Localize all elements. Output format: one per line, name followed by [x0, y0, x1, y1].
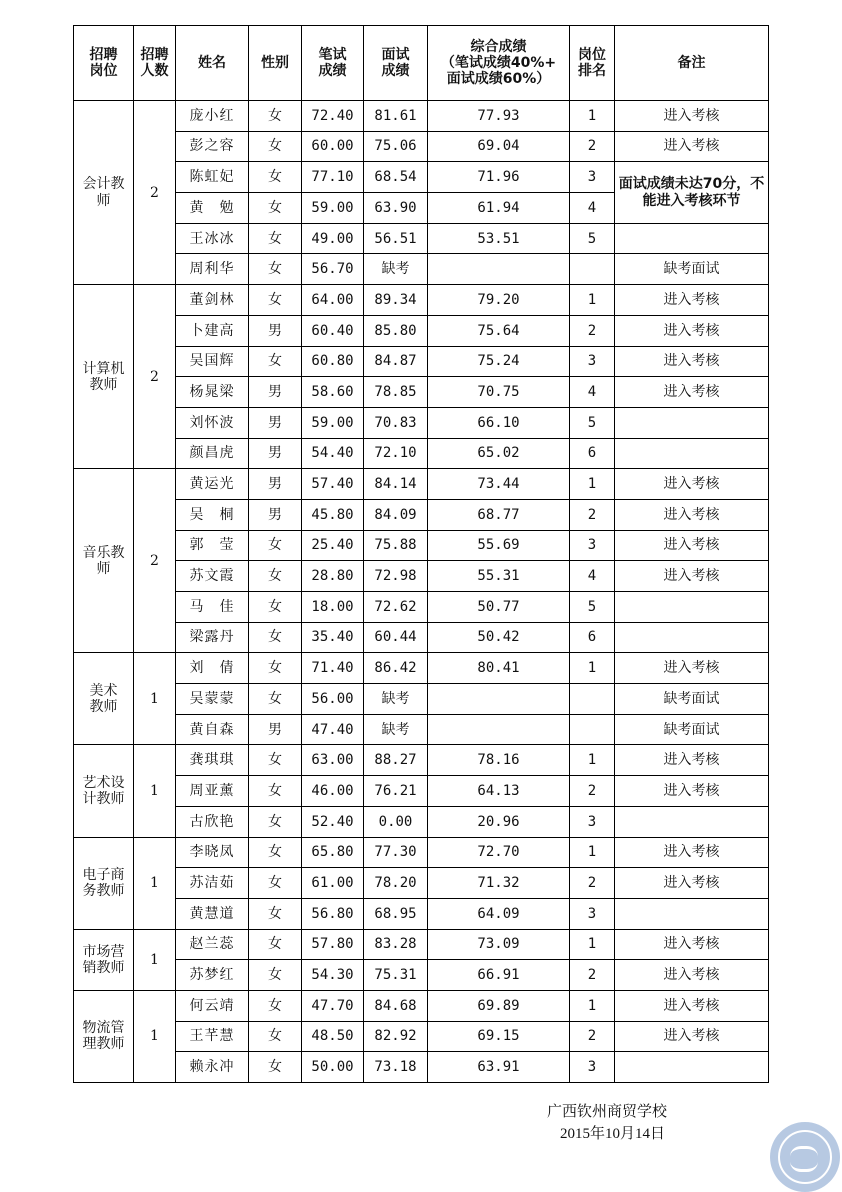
table-row [74, 1021, 769, 1052]
rank-cell: 2 [570, 868, 615, 899]
interview-score-cell: 缺考 [364, 684, 428, 715]
interview-score-cell: 78.85 [364, 377, 428, 408]
table-row [74, 469, 769, 500]
written-score-cell: 50.00 [302, 1052, 364, 1083]
rank-cell: 6 [570, 622, 615, 653]
position-cell: 计算机 教师 [74, 285, 134, 469]
interview-score-cell: 77.30 [364, 837, 428, 868]
rank-cell: 2 [570, 1021, 615, 1052]
note-cell: 面试成绩未达70分，不能进入考核环节 [615, 162, 769, 223]
written-score-cell: 72.40 [302, 101, 364, 132]
combined-score-cell: 79.20 [428, 285, 570, 316]
name-cell: 颜昌虎 [176, 438, 249, 469]
table-row [74, 377, 769, 408]
written-score-cell: 47.40 [302, 714, 364, 745]
name-cell: 何云靖 [176, 990, 249, 1021]
interview-score-cell: 89.34 [364, 285, 428, 316]
gender-cell: 女 [249, 806, 302, 837]
rank-cell: 1 [570, 101, 615, 132]
combined-score-cell: 70.75 [428, 377, 570, 408]
interview-score-cell: 68.95 [364, 898, 428, 929]
header-position: 招聘 岗位 [74, 26, 134, 101]
position-cell: 会计教 师 [74, 101, 134, 285]
combined-score-cell: 64.13 [428, 776, 570, 807]
name-cell: 刘 倩 [176, 653, 249, 684]
name-cell: 黄 勉 [176, 193, 249, 224]
name-cell: 马 佳 [176, 592, 249, 623]
gender-cell: 女 [249, 653, 302, 684]
name-cell: 卜建高 [176, 315, 249, 346]
combined-score-cell: 73.44 [428, 469, 570, 500]
gender-cell: 女 [249, 193, 302, 224]
table-row [74, 223, 769, 254]
note-cell: 进入考核 [615, 499, 769, 530]
interview-score-cell: 86.42 [364, 653, 428, 684]
rank-cell: 4 [570, 377, 615, 408]
table-row [74, 315, 769, 346]
written-score-cell: 65.80 [302, 837, 364, 868]
gender-cell: 女 [249, 1021, 302, 1052]
count-cell: 1 [134, 745, 176, 837]
table-row [74, 346, 769, 377]
combined-score-cell: 69.89 [428, 990, 570, 1021]
count-cell: 1 [134, 653, 176, 745]
combined-score-cell: 50.42 [428, 622, 570, 653]
gender-cell: 男 [249, 438, 302, 469]
position-cell: 艺术设 计教师 [74, 745, 134, 837]
written-score-cell: 25.40 [302, 530, 364, 561]
interview-score-cell: 72.62 [364, 592, 428, 623]
position-cell: 电子商 务教师 [74, 837, 134, 929]
interview-score-cell: 76.21 [364, 776, 428, 807]
written-score-cell: 54.40 [302, 438, 364, 469]
written-score-cell: 54.30 [302, 960, 364, 991]
table-row [74, 162, 769, 193]
note-cell: 进入考核 [615, 929, 769, 960]
name-cell: 苏文霞 [176, 561, 249, 592]
count-cell: 1 [134, 929, 176, 990]
interview-score-cell: 75.88 [364, 530, 428, 561]
note-cell: 进入考核 [615, 776, 769, 807]
rank-cell: 3 [570, 162, 615, 193]
interview-score-cell: 78.20 [364, 868, 428, 899]
rank-cell: 1 [570, 745, 615, 776]
written-score-cell: 71.40 [302, 653, 364, 684]
header-rank: 岗位 排名 [570, 26, 615, 101]
rank-cell: 4 [570, 561, 615, 592]
name-cell: 吴蒙蒙 [176, 684, 249, 715]
interview-score-cell: 82.92 [364, 1021, 428, 1052]
note-cell [615, 592, 769, 623]
rank-cell [570, 714, 615, 745]
note-cell: 缺考面试 [615, 684, 769, 715]
table-row [74, 806, 769, 837]
combined-score-cell: 68.77 [428, 499, 570, 530]
school-name: 广西钦州商贸学校 [547, 1104, 668, 1120]
header-note: 备注 [615, 26, 769, 101]
interview-score-cell: 60.44 [364, 622, 428, 653]
position-cell: 音乐教 师 [74, 469, 134, 653]
interview-score-cell: 70.83 [364, 407, 428, 438]
note-cell: 进入考核 [615, 346, 769, 377]
rank-cell: 2 [570, 131, 615, 162]
rank-cell: 6 [570, 438, 615, 469]
interview-score-cell: 缺考 [364, 254, 428, 285]
combined-score-cell: 66.91 [428, 960, 570, 991]
position-cell: 物流管 理教师 [74, 990, 134, 1082]
note-cell: 进入考核 [615, 377, 769, 408]
gender-cell: 女 [249, 745, 302, 776]
note-cell [615, 407, 769, 438]
name-cell: 庞小红 [176, 101, 249, 132]
issue-date: 2015年10月14日 [560, 1126, 666, 1142]
written-score-cell: 60.40 [302, 315, 364, 346]
note-cell: 缺考面试 [615, 254, 769, 285]
written-score-cell: 46.00 [302, 776, 364, 807]
table-row [74, 929, 769, 960]
rank-cell: 5 [570, 592, 615, 623]
header-written: 笔试 成绩 [302, 26, 364, 101]
combined-score-cell: 71.96 [428, 162, 570, 193]
gender-cell: 女 [249, 990, 302, 1021]
written-score-cell: 56.80 [302, 898, 364, 929]
note-cell [615, 898, 769, 929]
table-row [74, 837, 769, 868]
gender-cell: 男 [249, 315, 302, 346]
note-cell [615, 622, 769, 653]
written-score-cell: 64.00 [302, 285, 364, 316]
name-cell: 黄运光 [176, 469, 249, 500]
rank-cell: 1 [570, 837, 615, 868]
gender-cell: 女 [249, 530, 302, 561]
interview-score-cell: 73.18 [364, 1052, 428, 1083]
interview-score-cell: 63.90 [364, 193, 428, 224]
table-row [74, 131, 769, 162]
table-row [74, 285, 769, 316]
rank-cell: 2 [570, 499, 615, 530]
gender-cell: 女 [249, 837, 302, 868]
rank-cell [570, 684, 615, 715]
interview-score-cell: 84.14 [364, 469, 428, 500]
table-row [74, 438, 769, 469]
note-cell [615, 438, 769, 469]
note-cell [615, 1052, 769, 1083]
note-cell: 进入考核 [615, 561, 769, 592]
written-score-cell: 28.80 [302, 561, 364, 592]
gender-cell: 女 [249, 254, 302, 285]
name-cell: 杨晁梁 [176, 377, 249, 408]
gender-cell: 女 [249, 561, 302, 592]
rank-cell: 5 [570, 223, 615, 254]
combined-score-cell: 72.70 [428, 837, 570, 868]
interview-score-cell: 85.80 [364, 315, 428, 346]
combined-score-cell: 69.04 [428, 131, 570, 162]
interview-score-cell: 72.10 [364, 438, 428, 469]
name-cell: 苏梦红 [176, 960, 249, 991]
rank-cell [570, 254, 615, 285]
header-name: 姓名 [176, 26, 249, 101]
gender-cell: 女 [249, 929, 302, 960]
note-cell: 进入考核 [615, 960, 769, 991]
interview-score-cell: 81.61 [364, 101, 428, 132]
table-row [74, 684, 769, 715]
interview-score-cell: 缺考 [364, 714, 428, 745]
interview-score-cell: 84.87 [364, 346, 428, 377]
table-row [74, 960, 769, 991]
combined-score-cell: 66.10 [428, 407, 570, 438]
gender-cell: 女 [249, 776, 302, 807]
written-score-cell: 57.40 [302, 469, 364, 500]
interview-score-cell: 68.54 [364, 162, 428, 193]
rank-cell: 3 [570, 1052, 615, 1083]
written-score-cell: 48.50 [302, 1021, 364, 1052]
written-score-cell: 59.00 [302, 407, 364, 438]
interview-score-cell: 56.51 [364, 223, 428, 254]
note-cell: 进入考核 [615, 131, 769, 162]
name-cell: 李晓凤 [176, 837, 249, 868]
table-body [74, 101, 769, 1083]
note-cell: 进入考核 [615, 653, 769, 684]
note-cell: 进入考核 [615, 990, 769, 1021]
note-cell: 进入考核 [615, 868, 769, 899]
name-cell: 周亚薰 [176, 776, 249, 807]
rank-cell: 5 [570, 407, 615, 438]
combined-score-cell: 65.02 [428, 438, 570, 469]
name-cell: 周利华 [176, 254, 249, 285]
written-score-cell: 61.00 [302, 868, 364, 899]
header-row [74, 26, 769, 101]
name-cell: 古欣艳 [176, 806, 249, 837]
combined-score-cell [428, 684, 570, 715]
combined-score-cell: 80.41 [428, 653, 570, 684]
written-score-cell: 60.00 [302, 131, 364, 162]
name-cell: 龚琪琪 [176, 745, 249, 776]
name-cell: 彭之容 [176, 131, 249, 162]
note-cell: 进入考核 [615, 837, 769, 868]
gender-cell: 女 [249, 960, 302, 991]
combined-score-cell: 55.31 [428, 561, 570, 592]
combined-score-cell: 50.77 [428, 592, 570, 623]
interview-score-cell: 84.09 [364, 499, 428, 530]
rank-cell: 2 [570, 960, 615, 991]
rank-cell: 1 [570, 929, 615, 960]
rank-cell: 3 [570, 346, 615, 377]
gender-cell: 男 [249, 469, 302, 500]
header-combined [428, 26, 570, 101]
written-score-cell: 63.00 [302, 745, 364, 776]
rank-cell: 2 [570, 776, 615, 807]
name-cell: 赵兰蕊 [176, 929, 249, 960]
written-score-cell: 18.00 [302, 592, 364, 623]
rank-cell: 3 [570, 806, 615, 837]
rank-cell: 1 [570, 653, 615, 684]
gender-cell: 女 [249, 162, 302, 193]
combined-score-cell: 69.15 [428, 1021, 570, 1052]
header-interview: 面试 成绩 [364, 26, 428, 101]
rank-cell: 3 [570, 898, 615, 929]
interview-score-cell: 72.98 [364, 561, 428, 592]
gender-cell: 女 [249, 868, 302, 899]
name-cell: 吴 桐 [176, 499, 249, 530]
combined-score-cell: 71.32 [428, 868, 570, 899]
name-cell: 苏洁茹 [176, 868, 249, 899]
note-cell: 进入考核 [615, 285, 769, 316]
rank-cell: 2 [570, 315, 615, 346]
combined-score-cell: 77.93 [428, 101, 570, 132]
table-row [74, 1052, 769, 1083]
table-row [74, 898, 769, 929]
gender-cell: 女 [249, 622, 302, 653]
written-score-cell: 45.80 [302, 499, 364, 530]
count-cell: 2 [134, 101, 176, 285]
note-cell [615, 223, 769, 254]
note-cell: 缺考面试 [615, 714, 769, 745]
position-cell: 市场营 销教师 [74, 929, 134, 990]
name-cell: 吴国辉 [176, 346, 249, 377]
gender-cell: 男 [249, 499, 302, 530]
table-row [74, 714, 769, 745]
count-cell: 2 [134, 469, 176, 653]
gender-cell: 男 [249, 407, 302, 438]
written-score-cell: 35.40 [302, 622, 364, 653]
gender-cell: 男 [249, 714, 302, 745]
written-score-cell: 56.00 [302, 684, 364, 715]
combined-score-cell: 75.64 [428, 315, 570, 346]
header-gender: 性别 [249, 26, 302, 101]
rank-cell: 3 [570, 530, 615, 561]
table-row [74, 653, 769, 684]
written-score-cell: 56.70 [302, 254, 364, 285]
gender-cell: 男 [249, 377, 302, 408]
name-cell: 陈虹妃 [176, 162, 249, 193]
header-count: 招聘 人数 [134, 26, 176, 101]
name-cell: 王冰冰 [176, 223, 249, 254]
combined-score-cell: 63.91 [428, 1052, 570, 1083]
interview-score-cell: 88.27 [364, 745, 428, 776]
table-row [74, 101, 769, 132]
header-combined-line2: （笔试成绩40%+ [440, 54, 557, 71]
written-score-cell: 58.60 [302, 377, 364, 408]
interview-score-cell: 75.31 [364, 960, 428, 991]
table-row [74, 745, 769, 776]
count-cell: 1 [134, 990, 176, 1082]
note-cell: 进入考核 [615, 315, 769, 346]
interview-score-cell: 75.06 [364, 131, 428, 162]
name-cell: 王芊慧 [176, 1021, 249, 1052]
note-cell: 进入考核 [615, 530, 769, 561]
note-cell: 进入考核 [615, 469, 769, 500]
name-cell: 黄自森 [176, 714, 249, 745]
note-cell: 进入考核 [615, 1021, 769, 1052]
rank-cell: 1 [570, 469, 615, 500]
combined-score-cell: 53.51 [428, 223, 570, 254]
combined-score-cell: 61.94 [428, 193, 570, 224]
written-score-cell: 47.70 [302, 990, 364, 1021]
count-cell: 1 [134, 837, 176, 929]
results-table [73, 25, 769, 1083]
gender-cell: 女 [249, 101, 302, 132]
name-cell: 黄慧道 [176, 898, 249, 929]
table-row [74, 622, 769, 653]
combined-score-cell [428, 254, 570, 285]
table-row [74, 561, 769, 592]
written-score-cell: 52.40 [302, 806, 364, 837]
combined-score-cell: 78.16 [428, 745, 570, 776]
table-row [74, 499, 769, 530]
position-cell: 美术 教师 [74, 653, 134, 745]
combined-score-cell: 75.24 [428, 346, 570, 377]
name-cell: 郭 莹 [176, 530, 249, 561]
combined-score-cell: 55.69 [428, 530, 570, 561]
gender-cell: 女 [249, 684, 302, 715]
interview-score-cell: 83.28 [364, 929, 428, 960]
school-seal-logo [770, 1122, 840, 1192]
combined-score-cell: 73.09 [428, 929, 570, 960]
table-row [74, 990, 769, 1021]
table-row [74, 592, 769, 623]
note-cell [615, 806, 769, 837]
table-row [74, 530, 769, 561]
gender-cell: 女 [249, 346, 302, 377]
gender-cell: 女 [249, 223, 302, 254]
written-score-cell: 59.00 [302, 193, 364, 224]
interview-score-cell: 84.68 [364, 990, 428, 1021]
gender-cell: 女 [249, 285, 302, 316]
gender-cell: 女 [249, 898, 302, 929]
seal-mark [790, 1146, 818, 1172]
gender-cell: 女 [249, 131, 302, 162]
combined-score-cell: 20.96 [428, 806, 570, 837]
combined-score-cell: 64.09 [428, 898, 570, 929]
rank-cell: 1 [570, 285, 615, 316]
written-score-cell: 57.80 [302, 929, 364, 960]
interview-score-cell: 0.00 [364, 806, 428, 837]
note-cell: 进入考核 [615, 101, 769, 132]
table-row [74, 776, 769, 807]
header-combined-line3: 面试成绩60%） [446, 71, 551, 88]
rank-cell: 1 [570, 990, 615, 1021]
rank-cell: 4 [570, 193, 615, 224]
combined-score-cell [428, 714, 570, 745]
name-cell: 梁露丹 [176, 622, 249, 653]
table-row [74, 868, 769, 899]
note-cell: 进入考核 [615, 745, 769, 776]
name-cell: 赖永冲 [176, 1052, 249, 1083]
name-cell: 董剑林 [176, 285, 249, 316]
name-cell: 刘怀波 [176, 407, 249, 438]
count-cell: 2 [134, 285, 176, 469]
written-score-cell: 49.00 [302, 223, 364, 254]
header-combined-line1: 综合成绩 [470, 38, 527, 55]
table-row [74, 254, 769, 285]
written-score-cell: 77.10 [302, 162, 364, 193]
table-row [74, 407, 769, 438]
written-score-cell: 60.80 [302, 346, 364, 377]
gender-cell: 女 [249, 1052, 302, 1083]
gender-cell: 女 [249, 592, 302, 623]
